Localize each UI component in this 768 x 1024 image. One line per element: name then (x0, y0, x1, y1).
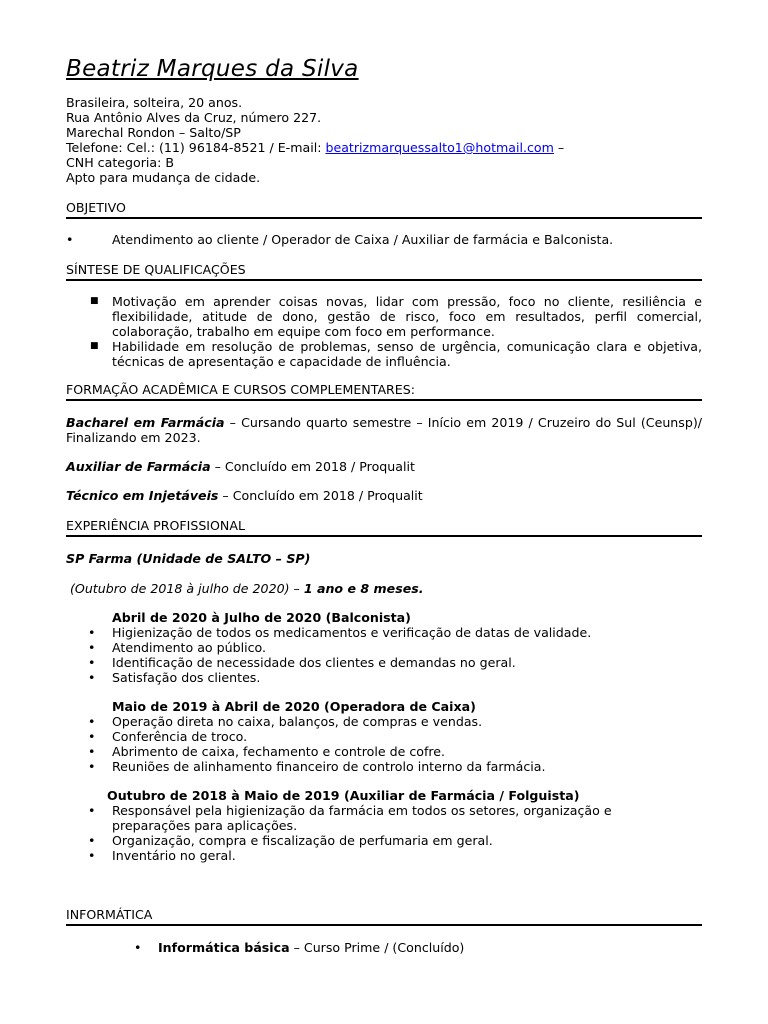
duty-text: Satisfação dos clientes. (112, 670, 261, 685)
objetivo-text: Atendimento ao cliente / Operador de Caixa / Auxiliar de farmácia e Balconista. (112, 232, 614, 247)
bullet-icon: • (88, 670, 96, 685)
relocation-line: Apto para mudança de cidade. (66, 170, 261, 185)
list-item (88, 833, 493, 848)
list-item (88, 848, 236, 863)
list-item (88, 803, 652, 833)
contact-line (66, 140, 564, 155)
personal-info (66, 95, 564, 185)
list-item (88, 744, 446, 759)
list-item (134, 940, 465, 955)
list-item (66, 232, 614, 247)
list-item (88, 625, 592, 640)
cnh-line: CNH categoria: B (66, 155, 174, 170)
email-link[interactable]: beatrizmarquessalto1@hotmail.com (325, 140, 554, 155)
info-line: Marechal Rondon – Salto/SP (66, 125, 241, 140)
qualification-text: Habilidade em resolução de problemas, senso de urgência, comunicação clara e objetiva, técnicas de apresentação e capacidade de influência. (112, 339, 702, 369)
duty-text: Reuniões de alinhamento financeiro de controlo interno da farmácia. (112, 759, 546, 774)
role-title: Abril de 2020 à Julho de 2020 (Balconista) (112, 610, 411, 625)
bullet-icon: • (88, 625, 96, 640)
duty-text: Responsável pela higienização da farmácia em todos os setores, organização e preparações para aplicações. (112, 803, 612, 833)
list-item (88, 729, 248, 744)
course-detail: – Concluído em 2018 / Proqualit (210, 459, 415, 474)
duty-text: Atendimento ao público. (112, 640, 267, 655)
company-name: SP Farma (Unidade de SALTO – SP) (66, 551, 311, 566)
course-name: Bacharel em Farmácia (66, 415, 225, 430)
duty-text: Inventário no geral. (112, 848, 236, 863)
bullet-icon: • (88, 640, 96, 655)
square-bullet-icon: ■ (90, 341, 99, 351)
bullet-icon: • (88, 744, 96, 759)
info-line: Rua Antônio Alves da Cruz, número 227. (66, 110, 322, 125)
square-bullet-icon: ■ (90, 296, 99, 306)
role-title: Outubro de 2018 à Maio de 2019 (Auxiliar de Farmácia / Folguista) (107, 788, 580, 803)
bullet-icon: • (88, 714, 96, 729)
course-detail: – Cursando quarto semestre – Início em 2019 / Cruzeiro do Sul (Ceunsp)/ Finalizando em 2023. (66, 415, 703, 445)
duty-text: Identificação de necessidade dos clientes e demandas no geral. (112, 655, 516, 670)
list-item (90, 339, 702, 369)
bullet-icon: • (88, 729, 96, 744)
list-item (88, 714, 483, 729)
employment-period (70, 581, 424, 596)
period-duration: 1 ano e 8 meses. (303, 581, 424, 596)
list-item (88, 759, 546, 774)
duty-text: Organização, compra e fiscalização de perfumaria em geral. (112, 833, 493, 848)
list-item (88, 655, 516, 670)
duty-text: Abrimento de caixa, fechamento e controle de cofre. (112, 744, 446, 759)
phone-text: Telefone: Cel.: (11) 96184-8521 / E-mail: (66, 140, 326, 155)
phone-suffix: – (553, 140, 565, 155)
role-title: Maio de 2019 à Abril de 2020 (Operadora de Caixa) (112, 699, 476, 714)
duty-text: Conferência de troco. (112, 729, 248, 744)
education-item (66, 459, 415, 474)
course-name: Técnico em Injetáveis (66, 488, 219, 503)
bullet-icon: • (66, 232, 74, 247)
list-item (88, 640, 267, 655)
list-item (88, 670, 261, 685)
bullet-icon: • (88, 848, 96, 863)
qualification-text: Motivação em aprender coisas novas, lidar com pressão, foco no cliente, resiliência e flexibilidade, atitude de dono, gestão de risco, foco em resultados, perfil comercial, colaboração, trabalho em equipe com foco em performance. (112, 294, 702, 339)
course-detail: – Concluído em 2018 / Proqualit (218, 488, 423, 503)
education-item (66, 488, 423, 503)
candidate-name: Beatriz Marques da Silva (66, 56, 359, 82)
bullet-icon: • (88, 759, 96, 774)
section-title-sintese: SÍNTESE DE QUALIFICAÇÕES (66, 262, 702, 281)
bullet-icon: • (88, 833, 96, 848)
skill-name: Informática básica (158, 940, 290, 955)
list-item (90, 294, 702, 339)
bullet-icon: • (88, 655, 96, 670)
duty-text: Operação direta no caixa, balanços, de compras e vendas. (112, 714, 483, 729)
info-line: Brasileira, solteira, 20 anos. (66, 95, 243, 110)
duty-text: Higienização de todos os medicamentos e verificação de datas de validade. (112, 625, 592, 640)
bullet-icon: • (134, 940, 142, 955)
section-title-informatica: INFORMÁTICA (66, 907, 702, 926)
period-dates: (Outubro de 2018 à julho de 2020) – (70, 581, 304, 596)
course-name: Auxiliar de Farmácia (66, 459, 211, 474)
education-item (66, 415, 702, 445)
section-title-objetivo: OBJETIVO (66, 200, 702, 219)
skill-detail: – Curso Prime / (Concluído) (289, 940, 465, 955)
section-title-formacao: FORMAÇÃO ACADÊMICA E CURSOS COMPLEMENTARES: (66, 382, 702, 401)
section-title-experiencia: EXPERIÊNCIA PROFISSIONAL (66, 518, 702, 537)
bullet-icon: • (88, 803, 96, 818)
